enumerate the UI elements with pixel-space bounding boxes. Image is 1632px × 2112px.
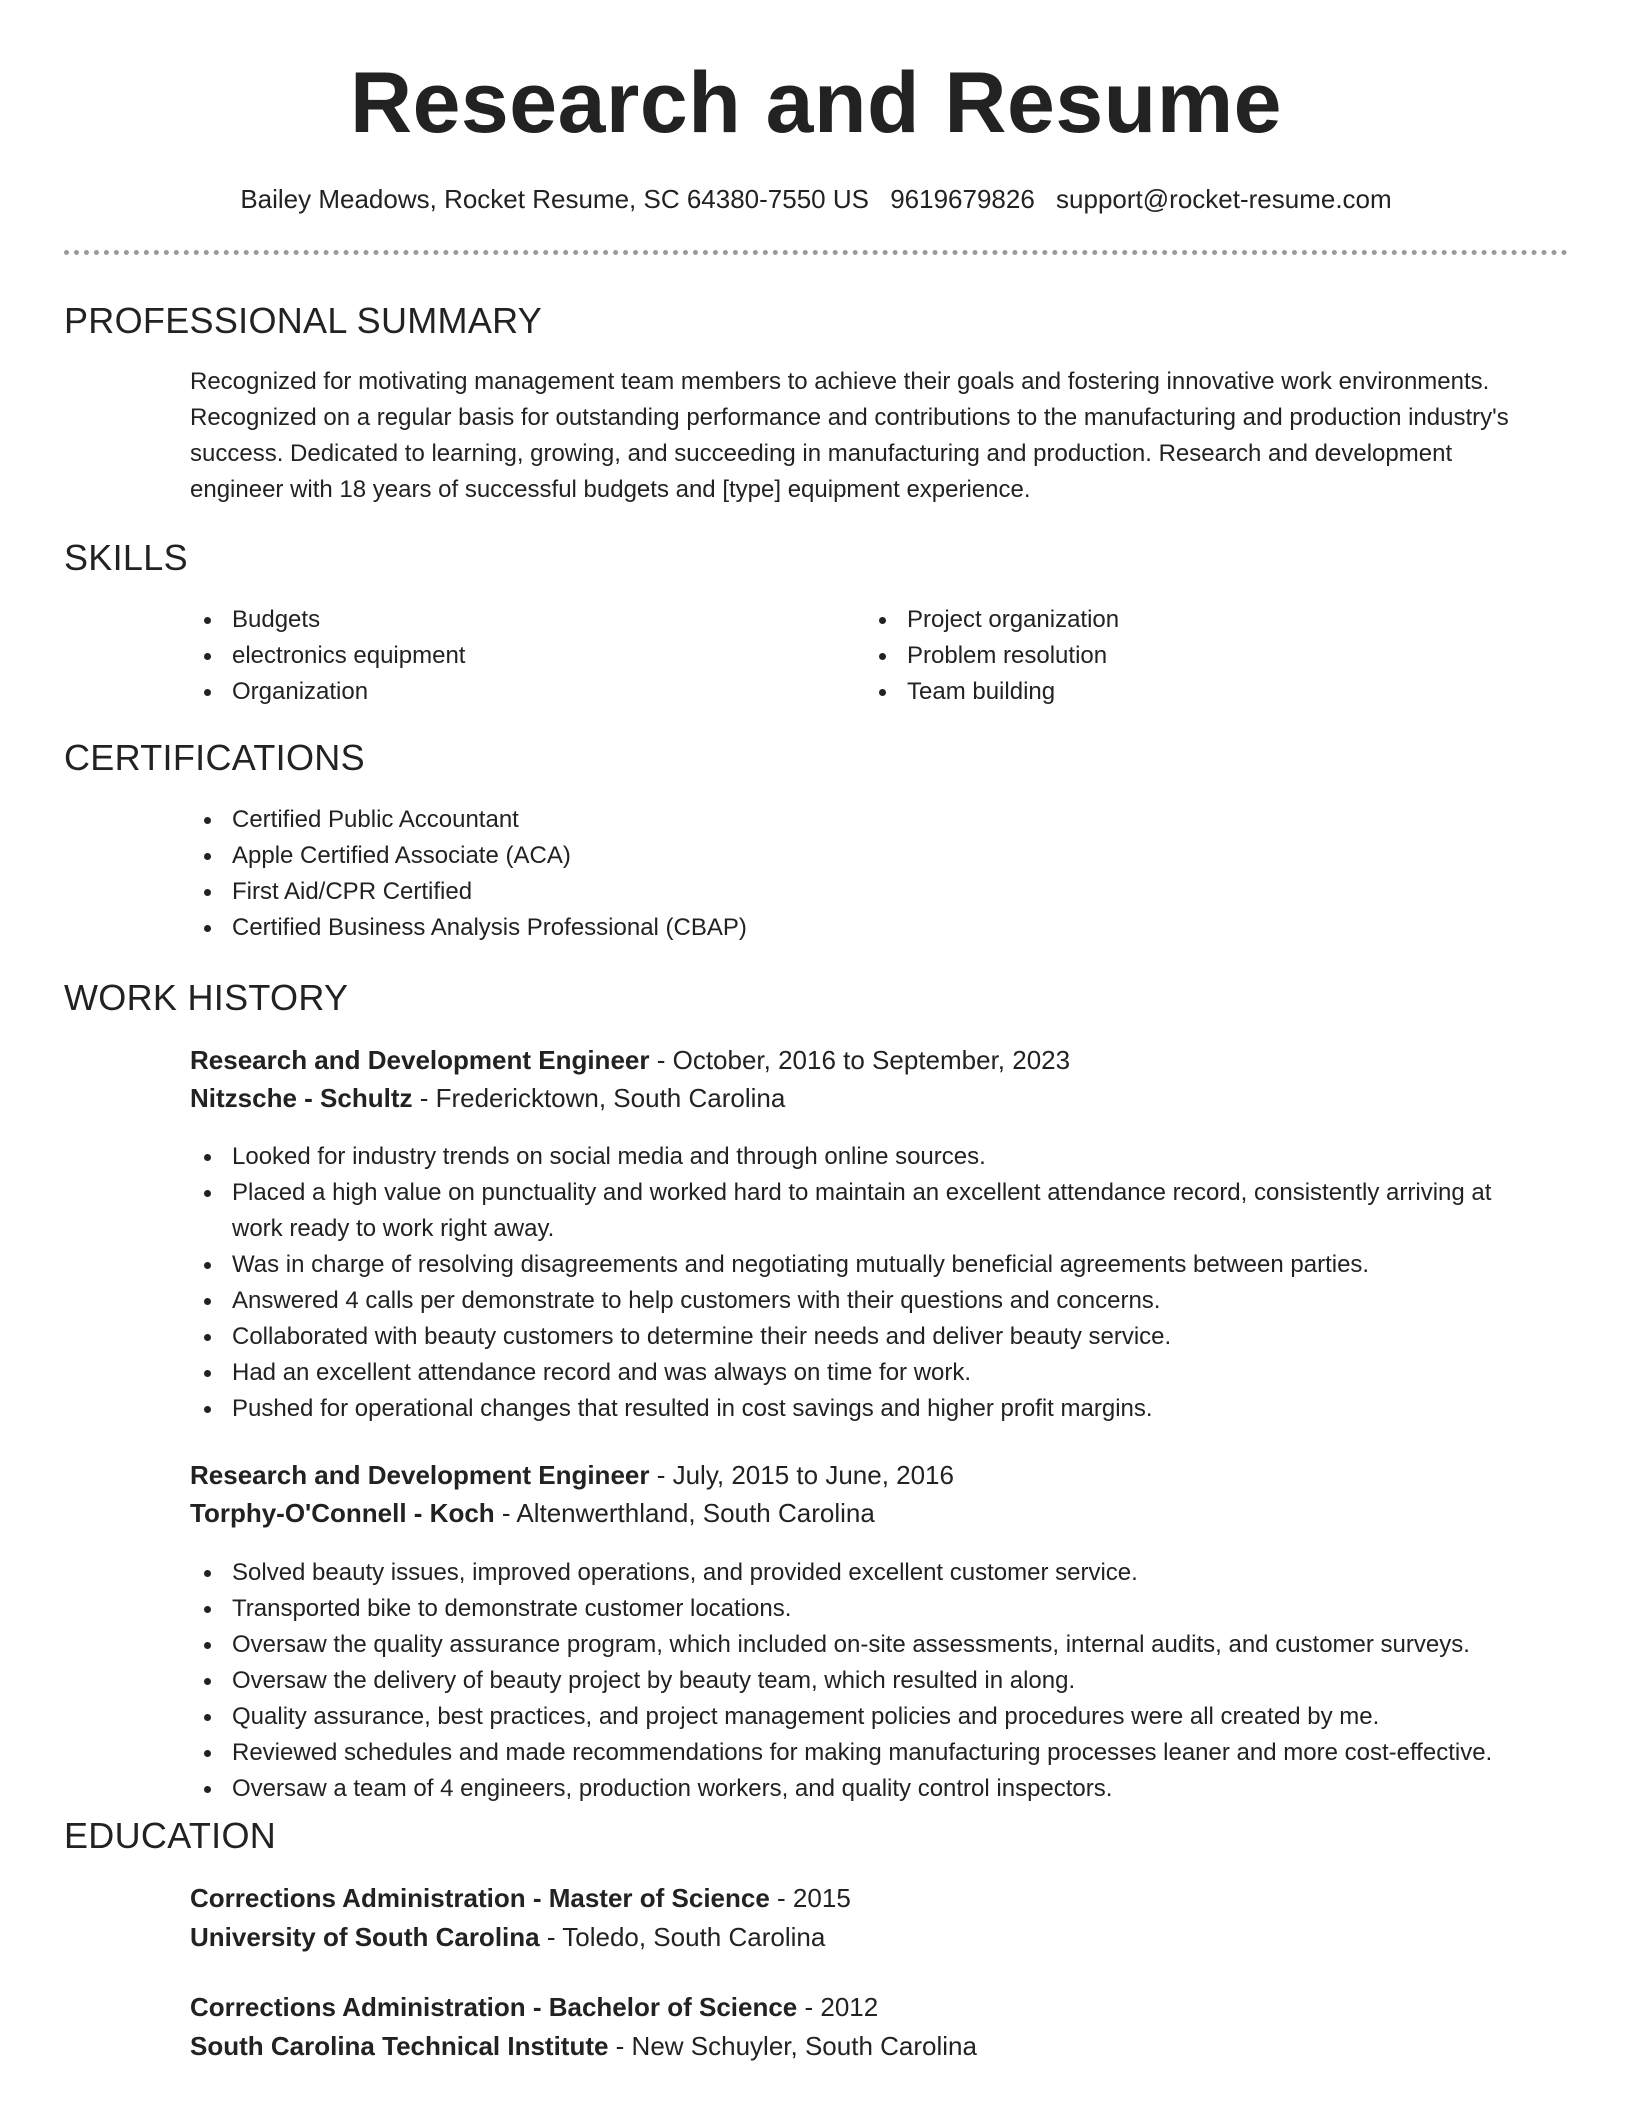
job-title-line: [190, 1041, 1070, 1079]
job-bullet: Had an excellent attendance record and was always on time for work.: [188, 1355, 1578, 1391]
job-location: - Altenwerthland, South Carolina: [494, 1498, 875, 1528]
skill-item: Problem resolution: [863, 638, 1503, 674]
education-school-line: [190, 1918, 825, 1956]
section-title-summary: PROFESSIONAL SUMMARY: [64, 300, 543, 341]
job-bullet: Looked for industry trends on social media and through online sources.: [188, 1139, 1578, 1175]
section-title-education: EDUCATION: [64, 1815, 277, 1856]
job-bullet: Pushed for operational changes that resulted in cost savings and higher profit margins.: [188, 1391, 1578, 1427]
job-company: Torphy-O'Connell - Koch: [190, 1498, 495, 1528]
job-role: Research and Development Engineer: [190, 1460, 650, 1490]
job-company: Nitzsche - Schultz: [190, 1083, 413, 1113]
job-bullet-line: work ready to work right away.: [232, 1215, 555, 1242]
education-degree-line: [190, 1879, 851, 1917]
education-degree: Corrections Administration - Bachelor of Science: [190, 1992, 798, 2022]
certification-item: Certified Business Analysis Professional (CBAP): [188, 910, 1568, 946]
job-bullet: Oversaw the quality assurance program, which included on-site assessments, internal audits, and customer surveys.: [188, 1627, 1578, 1663]
education-degree: Corrections Administration - Master of Science: [190, 1883, 770, 1913]
job-bullets: [188, 1555, 1578, 1807]
summary-paragraph: [190, 364, 1580, 508]
job-title-line: [190, 1456, 954, 1494]
job-bullet: Answered 4 calls per demonstrate to help customers with their questions and concerns.: [188, 1283, 1578, 1319]
section-title-certifications: CERTIFICATIONS: [64, 737, 365, 778]
summary-line: Recognized for motivating management team members to achieve their goals and fostering innovative work environments.: [190, 368, 1490, 395]
job-bullet: Collaborated with beauty customers to determine their needs and deliver beauty service.: [188, 1319, 1578, 1355]
job-bullet: Transported bike to demonstrate customer locations.: [188, 1591, 1578, 1627]
contact-line: [0, 181, 1632, 217]
job-company-line: [190, 1494, 875, 1532]
job-bullet: Reviewed schedules and made recommendations for making manufacturing processes leaner and more cost-effective.: [188, 1735, 1578, 1771]
education-location: - New Schuyler, South Carolina: [608, 2031, 977, 2061]
job-bullet: Solved beauty issues, improved operations, and provided excellent customer service.: [188, 1555, 1578, 1591]
job-bullet: [188, 1175, 1578, 1247]
job-bullet: Oversaw the delivery of beauty project by beauty team, which resulted in along.: [188, 1663, 1578, 1699]
certification-item: Apple Certified Associate (ACA): [188, 838, 1568, 874]
certification-item: First Aid/CPR Certified: [188, 874, 1568, 910]
summary-line: engineer with 18 years of successful budgets and [type] equipment experience.: [190, 476, 1031, 503]
certifications-list: [188, 802, 1568, 946]
job-bullet: Quality assurance, best practices, and project management policies and procedures were all created by me.: [188, 1699, 1578, 1735]
education-school-line: [190, 2027, 977, 2065]
job-role: Research and Development Engineer: [190, 1045, 650, 1075]
education-year: - 2012: [797, 1992, 879, 2022]
education-school: University of South Carolina: [190, 1922, 540, 1952]
summary-line: Recognized on a regular basis for outstanding performance and contributions to the manufacturing and production industry's: [190, 404, 1509, 431]
education-school: South Carolina Technical Institute: [190, 2031, 609, 2061]
job-bullet-line: Placed a high value on punctuality and worked hard to maintain an excellent attendance record, consistently arriving at: [232, 1179, 1492, 1206]
job-bullets: [188, 1139, 1578, 1427]
skills-list-left: [188, 602, 828, 710]
education-degree-line: [190, 1988, 878, 2026]
contact-email: support@rocket-resume.com: [1056, 184, 1392, 214]
skill-item: electronics equipment: [188, 638, 828, 674]
education-year: - 2015: [769, 1883, 851, 1913]
skill-item: Organization: [188, 674, 828, 710]
job-company-line: [190, 1079, 785, 1117]
resume-name: Research and Resume: [349, 55, 1283, 151]
summary-line: success. Dedicated to learning, growing, and succeeding in manufacturing and production. Research and development: [190, 440, 1453, 467]
job-location: - Fredericktown, South Carolina: [412, 1083, 786, 1113]
contact-address: Bailey Meadows, Rocket Resume, SC 64380-7550 US: [240, 184, 869, 214]
job-bullet: Oversaw a team of 4 engineers, production workers, and quality control inspectors.: [188, 1771, 1578, 1807]
job-dates: - October, 2016 to September, 2023: [649, 1045, 1071, 1075]
certification-item: Certified Public Accountant: [188, 802, 1568, 838]
contact-phone: 9619679826: [890, 184, 1035, 214]
job-dates: - July, 2015 to June, 2016: [649, 1460, 954, 1490]
job-bullet: Was in charge of resolving disagreements and negotiating mutually beneficial agreements between parties.: [188, 1247, 1578, 1283]
skill-item: Project organization: [863, 602, 1503, 638]
section-title-skills: SKILLS: [64, 537, 188, 578]
education-location: - Toledo, South Carolina: [539, 1922, 826, 1952]
section-title-work-history: WORK HISTORY: [64, 977, 349, 1018]
header-divider: [64, 250, 1568, 255]
skill-item: Team building: [863, 674, 1503, 710]
skills-list-right: [863, 602, 1503, 710]
skill-item: Budgets: [188, 602, 828, 638]
